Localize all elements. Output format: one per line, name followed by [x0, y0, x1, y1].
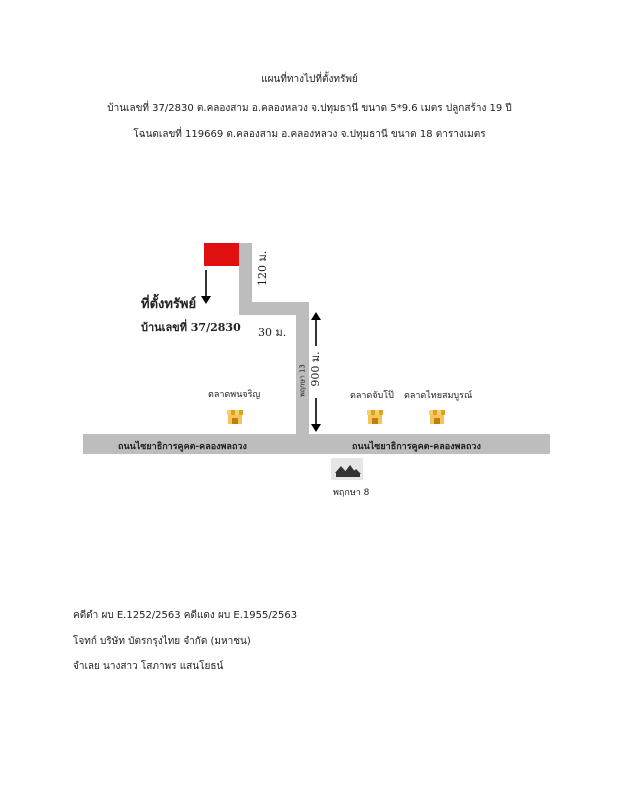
market-right-label: ตลาดไทยสมบูรณ์	[404, 391, 473, 401]
property-label: ที่ตั้งทรัพย์	[141, 297, 197, 312]
village-label: พฤกษา 8	[333, 488, 370, 498]
plaintiff-line: โจทก์ บริษัท บัตรกรุงไทย จำกัด (มหาชน)	[73, 636, 251, 647]
case-number-line: คดีดำ ผบ E.1252/2563 คดีแดง ผบ E.1955/2563	[73, 610, 298, 621]
soi-segment-120m	[239, 243, 252, 305]
village-houses-icon	[331, 458, 363, 480]
main-road-label-left: ถนนไซยาธิการคูคต-คลองพลถวง	[118, 442, 247, 452]
distance-900m: 900 ม.	[309, 351, 322, 387]
house-number-label: บ้านเลขที่ 37/2830	[141, 321, 241, 334]
market-stall-icon	[428, 409, 446, 425]
arrow-down-icon	[309, 398, 323, 434]
header-address-line: บ้านเลขที่ 37/2830 ต.คลองสาม อ.คลองหลวง จ.ปทุมธานี ขนาด 5*9.6 เมตร ปลูกสร้าง 19 ปี	[107, 103, 512, 114]
header-deed-line: โฉนดเลขที่ 119669 ต.คลองสาม อ.คลองหลวง จ.ปทุมธานี ขนาด 18 ตารางเมตร	[133, 129, 486, 140]
arrow-up-icon	[309, 310, 323, 346]
market-stall-icon	[226, 409, 244, 425]
distance-30m: 30 ม.	[258, 326, 287, 339]
arrow-down-icon	[199, 270, 213, 306]
property-marker	[204, 243, 239, 266]
market-mid-label: ตลาดจับโป๊	[350, 391, 394, 401]
main-road-label-right: ถนนไซยาธิการคูคต-คลองพลถวง	[352, 442, 481, 452]
distance-120m: 120 ม.	[256, 250, 269, 286]
soi-phruksa-13-label: พฤกษา 13	[298, 364, 307, 397]
defendant-line: จำเลย นางสาว โสภาพร แสนโยธน์	[73, 661, 224, 672]
market-left-label: ตลาดพนจริญ	[208, 390, 261, 400]
market-stall-icon	[366, 409, 384, 425]
header-title: แผนที่ทางไปที่ตั้งทรัพย์	[261, 74, 358, 85]
